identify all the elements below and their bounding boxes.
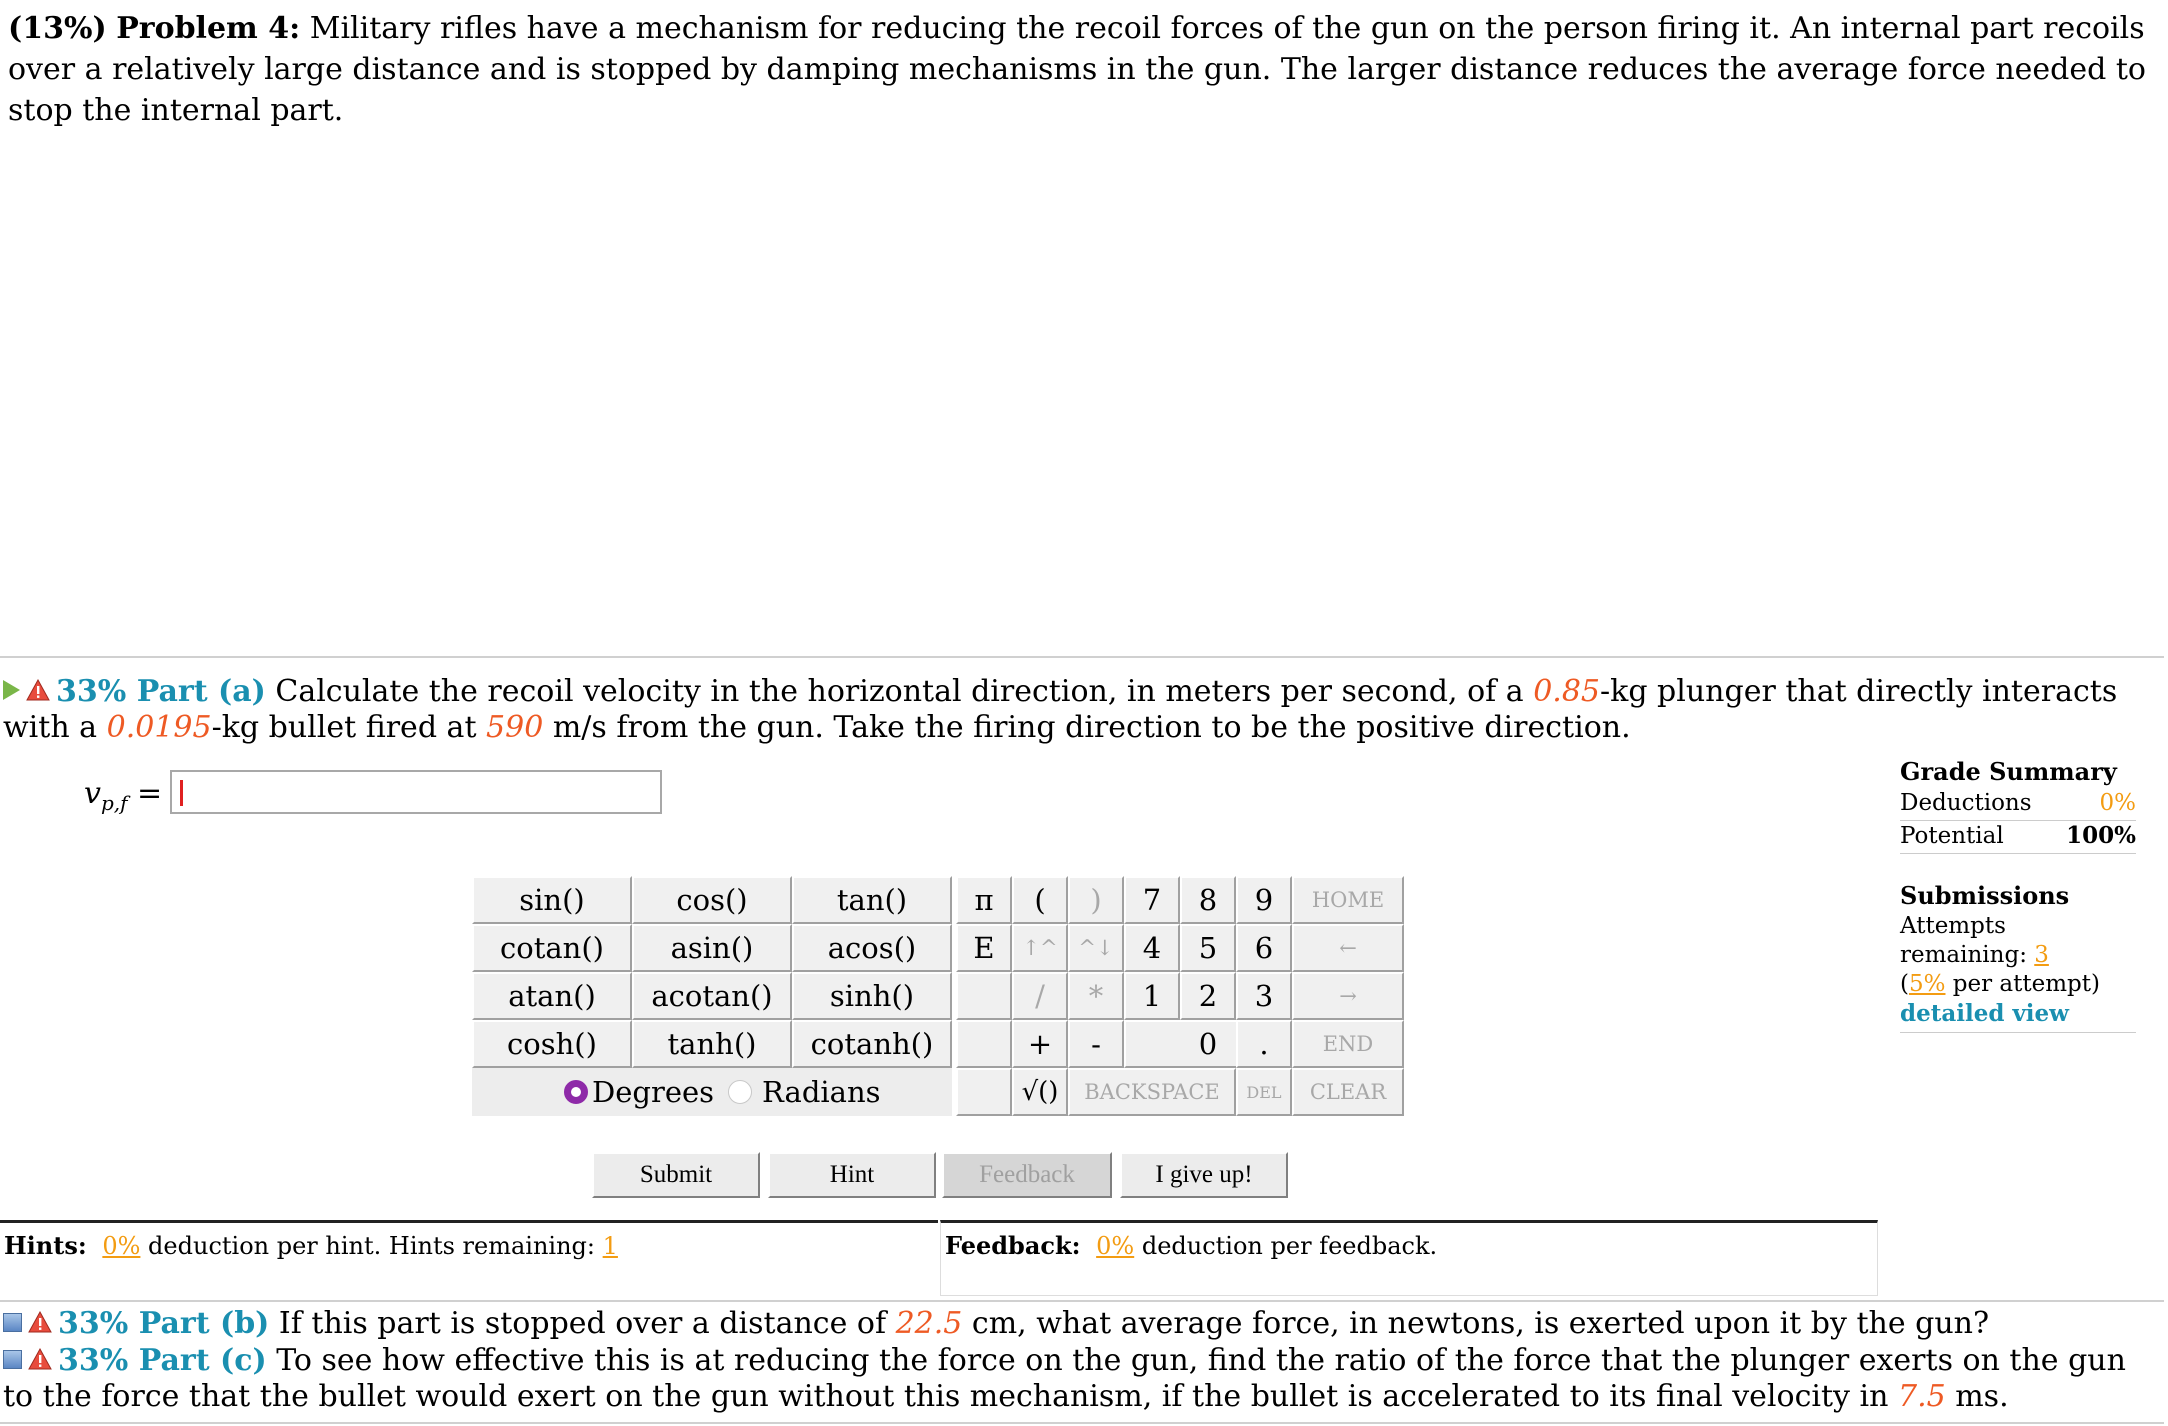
key-2[interactable]: 2 xyxy=(1180,972,1236,1020)
key-tanh[interactable]: tanh() xyxy=(632,1020,792,1068)
key-1[interactable]: 1 xyxy=(1124,972,1180,1020)
answer-input[interactable] xyxy=(170,770,662,814)
feedback-button[interactable]: Feedback xyxy=(942,1152,1112,1198)
key-cotanh[interactable]: cotanh() xyxy=(792,1020,952,1068)
stop-distance: 22.5 xyxy=(895,1306,963,1341)
var-sub: p,f xyxy=(100,791,128,815)
degrees-radio[interactable] xyxy=(564,1080,588,1104)
warning-icon xyxy=(26,679,50,701)
acceleration-time: 7.5 xyxy=(1897,1379,1946,1414)
hints-panel xyxy=(0,1220,938,1296)
play-icon[interactable] xyxy=(3,680,20,700)
key-cos[interactable]: cos() xyxy=(632,876,792,924)
var-main: v xyxy=(84,776,101,811)
part-b-question xyxy=(3,1306,2153,1342)
give-up-button[interactable]: I give up! xyxy=(1120,1152,1288,1198)
key-tan[interactable]: tan() xyxy=(792,876,952,924)
answer-variable-label xyxy=(84,776,162,815)
submissions-panel xyxy=(1900,880,2136,1033)
key-5[interactable]: 5 xyxy=(1180,924,1236,972)
key-cotan[interactable]: cotan() xyxy=(472,924,632,972)
key-pi[interactable]: π xyxy=(956,876,1012,924)
key-sin[interactable]: sin() xyxy=(472,876,632,924)
part-a-label: 33% Part (a) xyxy=(56,674,266,709)
part-b-text-1: If this part is stopped over a distance of xyxy=(269,1306,896,1341)
detailed-view-link[interactable]: detailed view xyxy=(1900,1000,2069,1027)
key-acotan[interactable]: acotan() xyxy=(632,972,792,1020)
hints-remaining: 1 xyxy=(602,1232,618,1260)
part-c-text-1: To see how effective this is at reducing the force on the gun, find the ratio of the force that the plunger exerts on the gun to the force that the bullet would exert on the gun without this mechanism, if the bullet is accelerated to its final velocity in xyxy=(3,1343,2126,1414)
attempts-label: Attempts remaining: xyxy=(1900,913,2035,968)
per-attempt-text: per attempt) xyxy=(1945,971,2100,997)
paren-open: ( xyxy=(1900,971,1909,997)
hint-button[interactable]: Hint xyxy=(768,1152,936,1198)
part-a-text-3: -kg bullet fired at xyxy=(211,710,487,745)
key-right-paren[interactable]: ) xyxy=(1068,876,1124,924)
problem-text: Military rifles have a mechanism for reducing the recoil forces of the gun on the person firing it. An internal part recoils over a relatively large distance and is stopped by damping mechanisms in the gun. The larger distance reduces the average force needed to stop the internal part. xyxy=(8,11,2146,128)
part-a-question xyxy=(3,674,2153,746)
divider xyxy=(1900,1032,2136,1033)
key-subscript-down[interactable]: ^↓ xyxy=(1068,924,1124,972)
warning-icon xyxy=(28,1348,52,1370)
grade-summary-title: Grade Summary xyxy=(1900,757,2117,786)
part-a-text-4: m/s from the gun. Take the firing direction to be the positive direction. xyxy=(543,710,1631,745)
separator-bottom xyxy=(0,1300,2164,1302)
key-multiply[interactable]: * xyxy=(1068,972,1124,1020)
separator-end xyxy=(0,1422,2164,1424)
key-6[interactable]: 6 xyxy=(1236,924,1292,972)
problem-label: Problem 4: xyxy=(116,11,301,46)
part-b-label[interactable]: 33% Part (b) xyxy=(58,1306,270,1341)
part-c-question xyxy=(3,1343,2153,1415)
degrees-label: Degrees xyxy=(592,1075,715,1109)
key-clear[interactable]: CLEAR xyxy=(1292,1068,1404,1116)
key-backspace[interactable]: BACKSPACE xyxy=(1068,1068,1236,1116)
key-right-arrow[interactable]: → xyxy=(1292,972,1404,1020)
grade-summary xyxy=(1900,756,2136,854)
part-c-text-2: ms. xyxy=(1945,1379,2009,1414)
radians-radio[interactable] xyxy=(728,1080,752,1104)
key-del[interactable]: DEL xyxy=(1236,1068,1292,1116)
key-9[interactable]: 9 xyxy=(1236,876,1292,924)
key-sqrt[interactable]: √() xyxy=(1012,1068,1068,1116)
potential-value: 100% xyxy=(2066,822,2136,849)
expand-icon[interactable] xyxy=(3,1313,22,1332)
submit-button[interactable]: Submit xyxy=(592,1152,760,1198)
key-8[interactable]: 8 xyxy=(1180,876,1236,924)
key-blank xyxy=(956,1020,1012,1068)
angle-mode-row xyxy=(472,1068,952,1116)
radians-label: Radians xyxy=(762,1075,881,1109)
separator-top xyxy=(0,656,2164,658)
feedback-pct: 0% xyxy=(1096,1232,1135,1260)
part-c-label[interactable]: 33% Part (c) xyxy=(58,1343,267,1378)
key-decimal[interactable]: . xyxy=(1236,1020,1292,1068)
key-atan[interactable]: atan() xyxy=(472,972,632,1020)
plunger-mass: 0.85 xyxy=(1533,674,1600,709)
hints-label: Hints: xyxy=(4,1231,87,1260)
key-asin[interactable]: asin() xyxy=(632,924,792,972)
key-3[interactable]: 3 xyxy=(1236,972,1292,1020)
key-4[interactable]: 4 xyxy=(1124,924,1180,972)
submissions-title: Submissions xyxy=(1900,881,2070,910)
key-0[interactable]: 0 xyxy=(1124,1020,1292,1068)
bullet-velocity: 590 xyxy=(486,710,544,745)
key-blank xyxy=(956,1068,1012,1116)
potential-label: Potential xyxy=(1900,823,2004,849)
part-a-text-2: -kg plunger that directly interacts with a xyxy=(3,674,2118,745)
part-b-text-2: cm, what average force, in newtons, is exerted upon it by the gun? xyxy=(962,1306,1990,1341)
key-sinh[interactable]: sinh() xyxy=(792,972,952,1020)
part-a-text-1: Calculate the recoil velocity in the horizontal direction, in meters per second, of a xyxy=(265,674,1534,709)
key-left-paren[interactable]: ( xyxy=(1012,876,1068,924)
expand-icon[interactable] xyxy=(3,1350,22,1369)
potential-row xyxy=(1900,821,2136,851)
hints-text: deduction per hint. Hints remaining: xyxy=(140,1232,603,1260)
key-7[interactable]: 7 xyxy=(1124,876,1180,924)
attempts-value: 3 xyxy=(2034,942,2049,968)
warning-icon xyxy=(28,1311,52,1333)
key-left-arrow[interactable]: ← xyxy=(1292,924,1404,972)
feedback-label: Feedback: xyxy=(945,1231,1081,1260)
key-home[interactable]: HOME xyxy=(1292,876,1404,924)
key-e[interactable]: E xyxy=(956,924,1012,972)
key-minus[interactable]: - xyxy=(1068,1020,1124,1068)
problem-statement xyxy=(8,8,2148,131)
bullet-mass: 0.0195 xyxy=(106,710,212,745)
text-caret xyxy=(180,780,183,806)
deductions-row xyxy=(1900,788,2136,818)
divider xyxy=(1900,853,2136,854)
per-attempt-value: 5% xyxy=(1908,971,1946,997)
key-cosh[interactable]: cosh() xyxy=(472,1020,632,1068)
feedback-panel xyxy=(940,1220,1878,1296)
key-plus[interactable]: + xyxy=(1012,1020,1068,1068)
hints-pct: 0% xyxy=(102,1232,141,1260)
per-attempt-row xyxy=(1900,970,2136,999)
key-divide[interactable]: / xyxy=(1012,972,1068,1020)
key-end[interactable]: END xyxy=(1292,1020,1404,1068)
attempts-row xyxy=(1900,912,2136,970)
equals-sign: = xyxy=(127,776,163,811)
deductions-label: Deductions xyxy=(1900,790,2032,816)
key-blank xyxy=(956,972,1012,1020)
key-superscript-up[interactable]: ↑^ xyxy=(1012,924,1068,972)
problem-weight: (13%) xyxy=(8,11,107,46)
deductions-value: 0% xyxy=(2099,790,2136,816)
feedback-text: deduction per feedback. xyxy=(1134,1232,1438,1260)
key-acos[interactable]: acos() xyxy=(792,924,952,972)
